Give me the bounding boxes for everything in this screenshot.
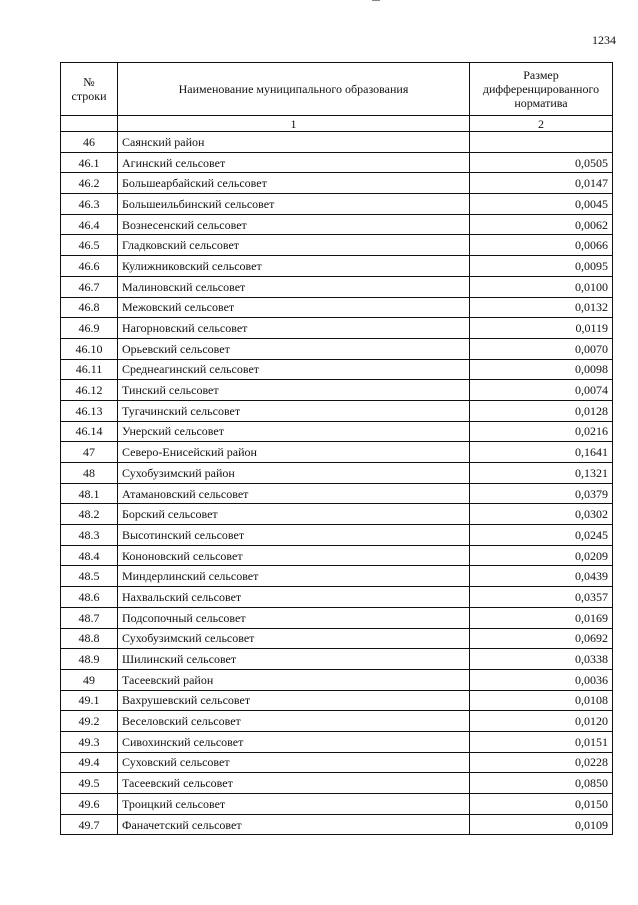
municipality-name: Высотинский сельсовет xyxy=(118,525,470,546)
header-row-number-line1: № xyxy=(83,75,95,89)
municipality-name: Сухобузимский сельсовет xyxy=(118,628,470,649)
municipality-name: Веселовский сельсовет xyxy=(118,711,470,732)
normative-value: 0,0439 xyxy=(470,566,613,587)
row-number: 46.11 xyxy=(61,359,118,380)
table-row xyxy=(61,587,613,608)
row-number: 46.12 xyxy=(61,380,118,401)
normative-value: 0,0379 xyxy=(470,483,613,504)
municipality-name: Вознесенский сельсовет xyxy=(118,214,470,235)
row-number: 48.7 xyxy=(61,607,118,628)
row-number: 46.1 xyxy=(61,152,118,173)
normative-value: 0,0070 xyxy=(470,338,613,359)
normative-value: 0,0045 xyxy=(470,194,613,215)
normative-value: 0,0228 xyxy=(470,752,613,773)
normative-value xyxy=(470,132,613,153)
row-number: 46.3 xyxy=(61,194,118,215)
municipality-name: Тугачинский сельсовет xyxy=(118,400,470,421)
municipality-name: Межовский сельсовет xyxy=(118,297,470,318)
row-number: 46.2 xyxy=(61,173,118,194)
table-row xyxy=(61,194,613,215)
normative-value: 0,0074 xyxy=(470,380,613,401)
row-number: 48.1 xyxy=(61,483,118,504)
table-row xyxy=(61,380,613,401)
municipality-name: Вахрушевский сельсовет xyxy=(118,690,470,711)
municipality-name: Нагорновский сельсовет xyxy=(118,318,470,339)
table-row xyxy=(61,731,613,752)
table-row xyxy=(61,628,613,649)
municipality-name: Малиновский сельсовет xyxy=(118,276,470,297)
normative-value: 0,0128 xyxy=(470,400,613,421)
row-number: 49.3 xyxy=(61,731,118,752)
normative-value: 0,0151 xyxy=(470,731,613,752)
table-row xyxy=(61,173,613,194)
table-row xyxy=(61,690,613,711)
table-row xyxy=(61,297,613,318)
table-row xyxy=(61,132,613,153)
row-number: 46.6 xyxy=(61,256,118,277)
table-row xyxy=(61,359,613,380)
normative-value: 0,0169 xyxy=(470,607,613,628)
header-row-number xyxy=(61,63,118,116)
table-row xyxy=(61,711,613,732)
table-row xyxy=(61,504,613,525)
municipality-name: Среднеагинский сельсовет xyxy=(118,359,470,380)
normative-value: 0,0098 xyxy=(470,359,613,380)
municipality-name: Северо-Енисейский район xyxy=(118,442,470,463)
normative-value: 0,0505 xyxy=(470,152,613,173)
table-row xyxy=(61,214,613,235)
header-municipality-name: Наименование муниципального образования xyxy=(118,63,470,116)
header-normative-line3: норматива xyxy=(514,96,568,110)
municipality-name: Нахвальский сельсовет xyxy=(118,587,470,608)
table-row xyxy=(61,276,613,297)
row-number: 48.2 xyxy=(61,504,118,525)
table-row xyxy=(61,525,613,546)
table-row xyxy=(61,152,613,173)
normative-value: 0,0095 xyxy=(470,256,613,277)
row-number: 46.5 xyxy=(61,235,118,256)
page-number: 1234 xyxy=(592,33,616,47)
municipality-name: Кулижниковский сельсовет xyxy=(118,256,470,277)
normative-value: 0,0245 xyxy=(470,525,613,546)
municipality-name: Тасеевский сельсовет xyxy=(118,773,470,794)
normative-value: 0,0109 xyxy=(470,814,613,835)
normative-value: 0,0062 xyxy=(470,214,613,235)
row-number: 46.10 xyxy=(61,338,118,359)
row-number: 46.9 xyxy=(61,318,118,339)
municipality-name: Миндерлинский сельсовет xyxy=(118,566,470,587)
municipality-name: Борский сельсовет xyxy=(118,504,470,525)
row-number: 48.8 xyxy=(61,628,118,649)
row-number: 49.6 xyxy=(61,794,118,815)
normative-value: 0,0692 xyxy=(470,628,613,649)
normative-value: 0,0119 xyxy=(470,318,613,339)
municipality-name: Тинский сельсовет xyxy=(118,380,470,401)
row-number: 46.8 xyxy=(61,297,118,318)
municipality-name: Сухобузимский район xyxy=(118,463,470,484)
row-number: 49.4 xyxy=(61,752,118,773)
municipality-name: Унерский сельсовет xyxy=(118,421,470,442)
normative-value: 0,0147 xyxy=(470,173,613,194)
table-row xyxy=(61,338,613,359)
municipality-name: Большеарбайский сельсовет xyxy=(118,173,470,194)
table-row xyxy=(61,256,613,277)
normative-value: 0,0120 xyxy=(470,711,613,732)
row-number: 46.14 xyxy=(61,421,118,442)
row-number: 48 xyxy=(61,463,118,484)
row-number: 48.5 xyxy=(61,566,118,587)
municipality-name: Шилинский сельсовет xyxy=(118,649,470,670)
table-row xyxy=(61,607,613,628)
normative-value: 0,0216 xyxy=(470,421,613,442)
table-row xyxy=(61,483,613,504)
municipality-name: Орьевский сельсовет xyxy=(118,338,470,359)
column-index-row xyxy=(61,116,613,132)
row-number: 48.9 xyxy=(61,649,118,670)
municipality-name: Гладковский сельсовет xyxy=(118,235,470,256)
normative-value: 0,0036 xyxy=(470,669,613,690)
normative-value: 0,0132 xyxy=(470,297,613,318)
row-number: 46.4 xyxy=(61,214,118,235)
header-normative-line2: дифференцированного xyxy=(482,82,600,96)
municipality-name: Тасеевский район xyxy=(118,669,470,690)
header-row-number-line2: строки xyxy=(71,89,107,103)
table-row xyxy=(61,545,613,566)
normative-value: 0,0108 xyxy=(470,690,613,711)
municipality-name: Суховский сельсовет xyxy=(118,752,470,773)
table-row xyxy=(61,566,613,587)
scan-mark xyxy=(372,0,380,1)
municipality-name: Сивохинский сельсовет xyxy=(118,731,470,752)
table-row xyxy=(61,752,613,773)
row-number: 46.13 xyxy=(61,400,118,421)
normative-value: 0,0100 xyxy=(470,276,613,297)
municipality-name: Агинский сельсовет xyxy=(118,152,470,173)
table-row xyxy=(61,649,613,670)
normative-value: 0,0209 xyxy=(470,545,613,566)
row-number: 49.7 xyxy=(61,814,118,835)
column-index-1: 1 xyxy=(118,116,470,132)
table-row xyxy=(61,669,613,690)
municipality-name: Атамановский сельсовет xyxy=(118,483,470,504)
column-index-0 xyxy=(61,116,118,132)
municipality-name: Подсопочный сельсовет xyxy=(118,607,470,628)
row-number: 47 xyxy=(61,442,118,463)
table-row xyxy=(61,463,613,484)
header-normative-size xyxy=(470,63,613,116)
table-row xyxy=(61,235,613,256)
row-number: 48.4 xyxy=(61,545,118,566)
table-row xyxy=(61,814,613,835)
table-row xyxy=(61,773,613,794)
municipality-name: Фаначетский сельсовет xyxy=(118,814,470,835)
row-number: 46 xyxy=(61,132,118,153)
normative-value: 0,1321 xyxy=(470,463,613,484)
row-number: 49.5 xyxy=(61,773,118,794)
municipal-normative-table xyxy=(60,62,613,835)
normative-value: 0,0302 xyxy=(470,504,613,525)
row-number: 49.2 xyxy=(61,711,118,732)
normative-value: 0,0338 xyxy=(470,649,613,670)
municipality-name: Кононовский сельсовет xyxy=(118,545,470,566)
row-number: 48.6 xyxy=(61,587,118,608)
table-row xyxy=(61,400,613,421)
municipality-name: Большеильбинский сельсовет xyxy=(118,194,470,215)
row-number: 49.1 xyxy=(61,690,118,711)
normative-value: 0,0150 xyxy=(470,794,613,815)
table-row xyxy=(61,794,613,815)
column-index-2: 2 xyxy=(470,116,613,132)
row-number: 48.3 xyxy=(61,525,118,546)
municipality-name: Троицкий сельсовет xyxy=(118,794,470,815)
table-header-row xyxy=(61,63,613,116)
table-row xyxy=(61,442,613,463)
normative-value: 0,0357 xyxy=(470,587,613,608)
table-row xyxy=(61,421,613,442)
municipality-name: Саянский район xyxy=(118,132,470,153)
normative-value: 0,1641 xyxy=(470,442,613,463)
table-row xyxy=(61,318,613,339)
row-number: 49 xyxy=(61,669,118,690)
normative-value: 0,0066 xyxy=(470,235,613,256)
normative-value: 0,0850 xyxy=(470,773,613,794)
header-normative-line1: Размер xyxy=(523,68,559,82)
row-number: 46.7 xyxy=(61,276,118,297)
